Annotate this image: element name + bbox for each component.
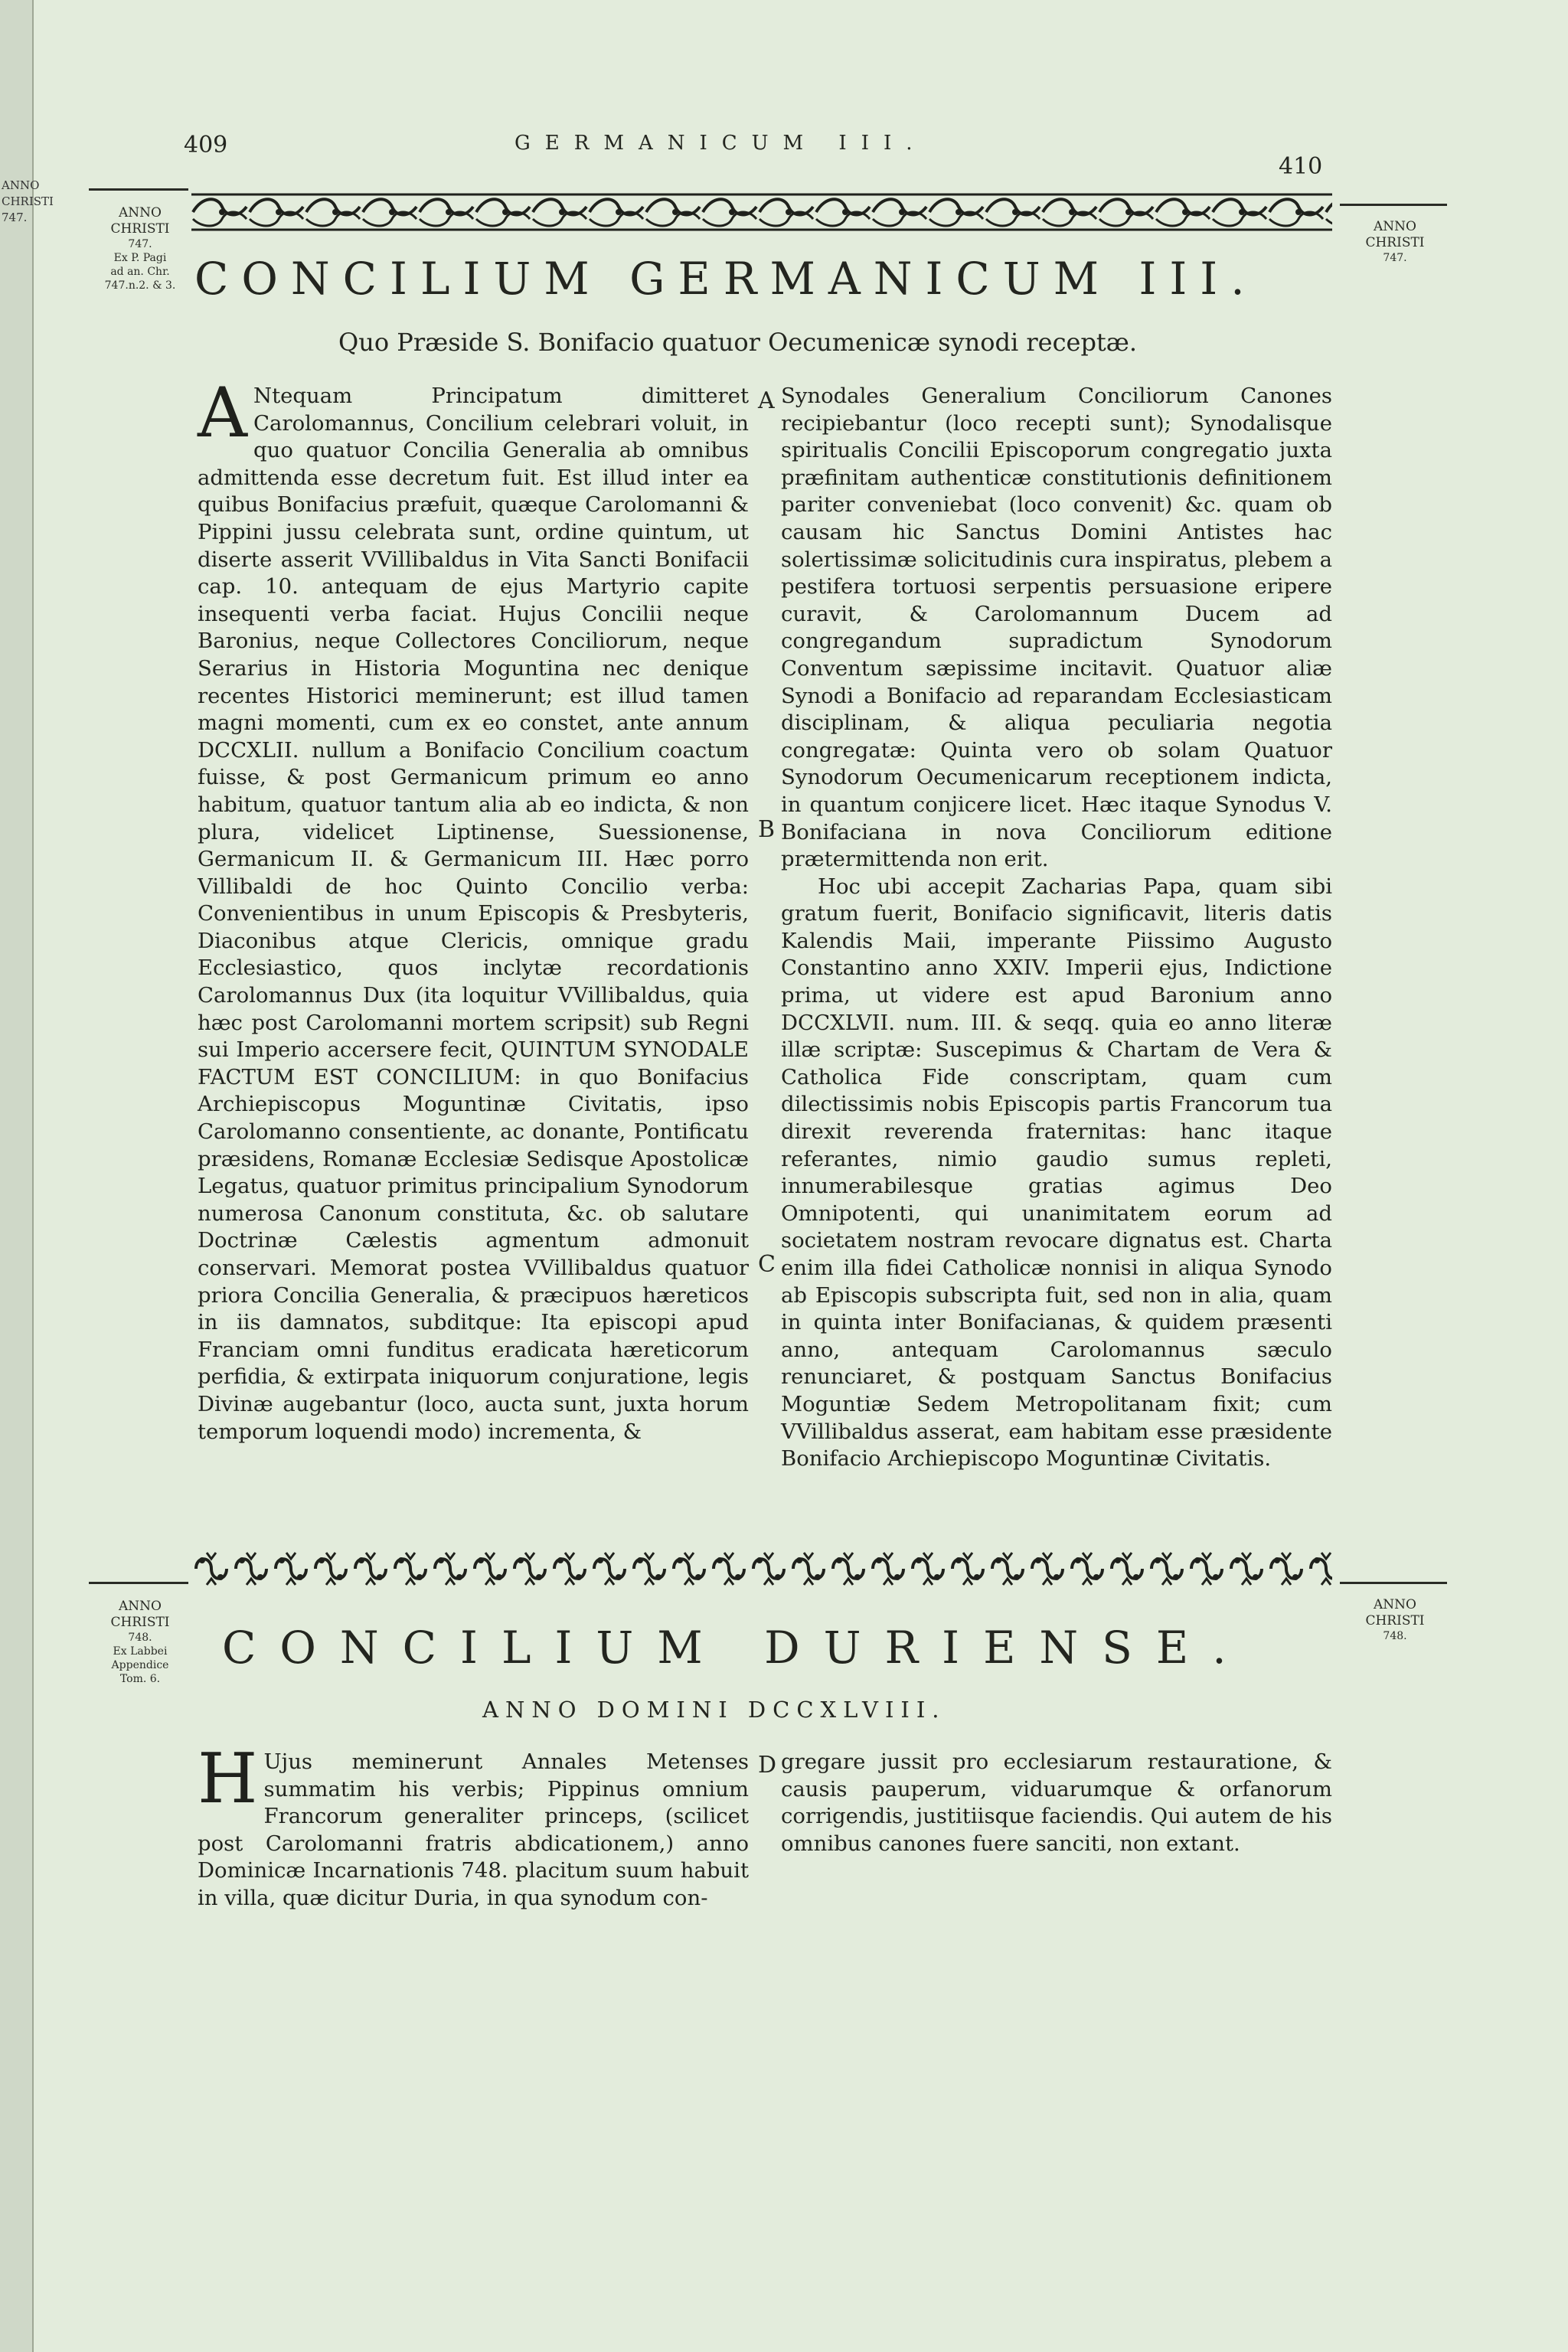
drop-cap-2: H [198,1739,258,1819]
section2-subtitle: ANNO DOMINI DCCXLVIII. [482,1697,946,1723]
page-number-left: 409 [184,132,228,158]
decorative-band-top [191,190,1332,234]
margin-rule-left [89,188,188,191]
margin-rule-right-2 [1340,1582,1447,1584]
decorative-band-middle [191,1550,1332,1588]
drop-cap: A [198,373,247,453]
margin-note-left-2: ANNO CHRISTI 748. Ex Labbei Appendice Tom. 6. [110,1599,170,1685]
section1-subtitle: Quo Præside S. Bonifacio quatuor Oecumenicæ synodi receptæ. [338,328,1138,357]
section-marker-c: C [758,1251,776,1278]
book-spine-edge [0,0,54,2352]
margin-rule-left-2 [89,1582,188,1584]
margin-note-left-1: ANNO CHRISTI 747. Ex P. Pagi ad an. Chr. 747.n.2. & 3. [104,205,176,292]
section-marker-d: D [758,1752,777,1779]
margin-note-right-1: ANNO CHRISTI 747. [1365,219,1425,264]
section1-column-left: A Ntequam Principatum dimitteret Carolomannus, Concilium celebrari voluit, in quo quatuor Concilia Generalia ab omnibus admittenda esse decretum fuit. Est illud inter ea quibus Bonifacius præfuit, quæque Carolomanni & Pippini jussu celebrata sunt, ordine quintum, ut diserte asserit VVillibaldus in Vita Sancti Bonifacii cap. 10. antequam de ejus Martyrio capite insequenti verba faciat. Hujus Concilii neque Baronius, neque Collectores Conciliorum, neque Serarius in Historia Moguntina nec denique recentes Historici meminerunt; est illud tamen magni momenti, cum ex eo constet, ante annum DCCXLII. nullum a Bonifacio Concilium coactum fuisse, & post Germanicum primum eo anno habitum, quatuor tantum alia ab eo indicta, & non plura, videlicet Liptinense, Suessionense, Germanicum II. & Germanicum III. Hæc porro Villibaldi de hoc Quinto Concilio verba: Convenientibus in unum Episcopis & Presbyteris, Diaconibus atque Clericis, omnique gradu Ecclesiastico, quos inclytæ recordationis Carolomannus Dux (ita loquitur VVillibaldus, quia hæc post Carolomanni mortem scripsit) sub Regni sui Imperio accersere fecit, QUINTUM SYNODALE FACTUM EST CONCILIUM: in quo Bonifacius Archiepiscopus Moguntinæ Civitatis, ipso Carolomanno consentiente, ac donante, Pontificatu præsidens, Romanæ Ecclesiæ Sedisque Apostolicæ Legatus, quatuor primitus principalium Synodorum numerosa Canonum constituta, &c. ob salutare Doctrinæ Cælestis agmentum admonuit conservari. Memorat postea VVillibaldus quatuor priora Concilia Generalia, & præcipuos hæreticos in iis damnatos, subditque: Ita episcopi apud Franciam omni funditus eradicata hæreticorum perfidia, & extirpata iniquorum conjuratione, legis Divinæ augebantur (loco, aucta sunt, juxta horum temporum loquendi modo) incrementa, & [198,373,749,1444]
section-marker-a: A [758,387,775,414]
section1-title: CONCILIUM GERMANICUM III. [194,253,1258,305]
section2-title: CONCILIUM DURIENSE. [222,1622,1250,1674]
section1-column-right: Synodales Generalium Conciliorum Canones recipiebantur (loco recepti sunt); Synodalisque spiritualis Concilii Episcoporum congregatio juxta præfinitam authenticæ constitutionis definitionem pariter conveniebat (loco convenit) &c. quam ob causam hic Sanctus Domini Antistes hac solertissimæ solicitudinis cura inspiratus, plebem a pestifera tortuosi serpentis persuasione eripere curavit, & Carolomannum Ducem ad congregandum supradictum Synodorum Conventum sæpissime incitavit. Quatuor aliæ Synodi a Bonifacio ad reparandam Ecclesiasticam disciplinam, & aliqua peculiaria negotia congregatæ: Quinta vero ob solam Quatuor Synodorum Oecumenicarum receptionem indicta, in quantum conjicere licet. Hæc itaque Synodus V. Bonifaciana in nova Conciliorum editione prætermittenda non erit. Hoc ubi accepit Zacharias Papa, quam sibi gratum fuerit, Bonifacio significavit, literis datis Kalendis Maii, imperante Piissimo Augusto Constantino anno XXIV. Imperii ejus, Indictione prima, ut videre est apud Baronium anno DCCXLVII. num. III. & seqq. quia eo anno literæ illæ scriptæ: Suscepimus & Chartam de Vera & Catholica Fide conscriptam, quam cum dilectissimis nobis Episcopis partis Francorum tua direxit reverenda fraternitas: hanc itaque referantes, nimio gaudio sumus repleti, innumerabilesque gratias agimus Deo Omnipotenti, qui unanimitatem eorum ad societatem nostram revocare dignatus est. Charta enim illa fidei Catholicæ nonnisi in aliqua Synodo ab Episcopis subscripta fuit, sed non in alia, quam in quinta inter Bonifacianas, & quidem præsenti anno, antequam Carolomannus sæculo renunciaret, & postquam Sanctus Bonifacius Moguntiæ Sedem Metropolitanam fixit; cum VVillibaldus asserat, eam habitam esse præsidente Bonifacio Archiepiscopo Moguntinæ Civitatis. [781,384,1332,1472]
margin-note-right-2: ANNO CHRISTI 748. [1365,1597,1425,1642]
spine-margin-note: ANNO CHRISTI 747. [2,178,54,224]
section-marker-b: B [758,816,776,843]
section2-column-left: H Ujus meminerunt Annales Metenses summatim his verbis; Pippinus omnium Francorum generaliter princeps, (scilicet post Carolomanni fratris abdicationem,) anno Dominicæ Incarnationis 748. placitum suum habuit in villa, quæ dicitur Duria, in qua synodum con- [198,1739,749,1910]
section2-column-right: gregare jussit pro ecclesiarum restauratione, & causis pauperum, viduarumque & orfanorum corrigendis, justitiisque faciendis. Qui autem de his omnibus canones fuere sanciti, non extant. [781,1749,1332,1856]
running-title: GERMANICUM III. [514,132,927,155]
page-number-right: 410 [1279,153,1323,180]
margin-rule-right [1340,204,1447,206]
